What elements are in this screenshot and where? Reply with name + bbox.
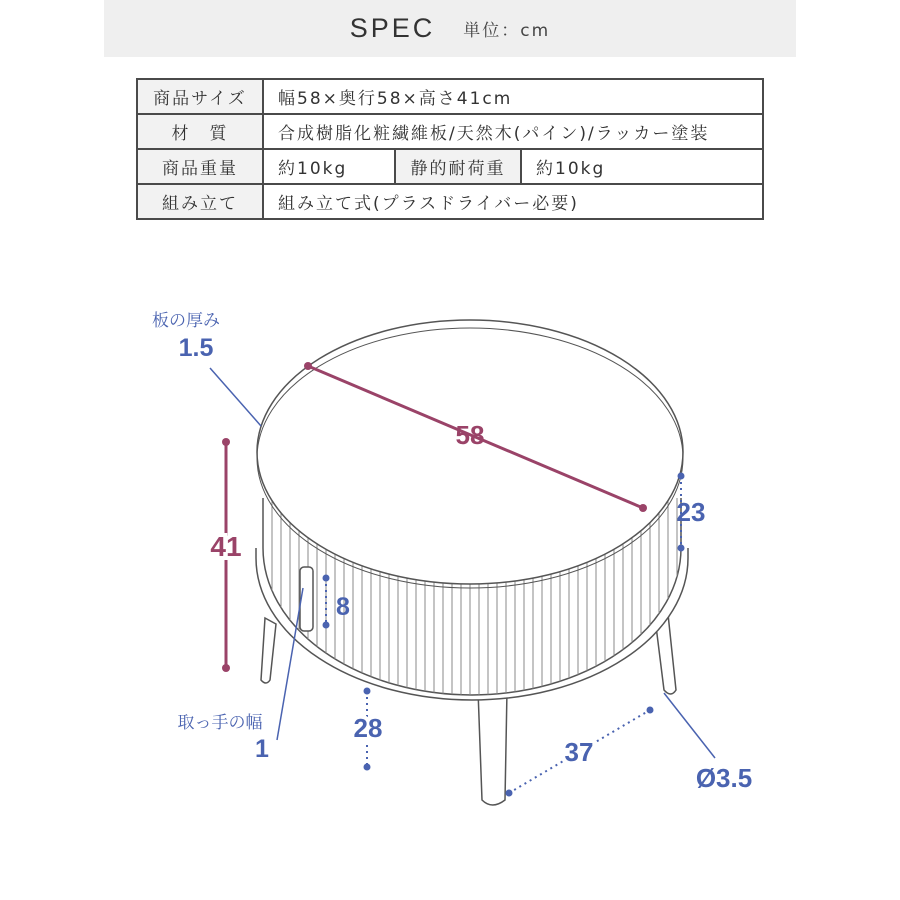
handle-width-value: 1: [255, 735, 269, 763]
height-value: 41: [210, 531, 242, 562]
row-label-weight: 商品重量: [137, 149, 263, 184]
row-value-weight: 約10kg: [263, 149, 395, 184]
leg-diameter-callout: [664, 693, 752, 793]
table-top: [257, 320, 683, 584]
board-thickness-callout: [152, 311, 261, 426]
row-value-material: 合成樹脂化粧繊維板/天然木(パイン)/ラッカー塗装: [263, 114, 763, 149]
row-value-load: 約10kg: [521, 149, 763, 184]
row-label-material: 材 質: [137, 114, 263, 149]
diameter-value: 58: [455, 420, 485, 450]
row-label-assembly: 組み立て: [137, 184, 263, 219]
leg-height-dimension: [354, 688, 383, 771]
leg-back-left: [261, 618, 276, 683]
height-dimension: [210, 438, 241, 672]
leg-front: [478, 690, 507, 805]
row-value-assembly: 組み立て式(プラスドライバー必要): [263, 184, 763, 219]
drawer-height-value: 23: [676, 497, 706, 527]
leg-diameter-value: Ø3.5: [695, 763, 753, 793]
leg-height-value: 28: [353, 713, 383, 743]
handle-length-value: 8: [336, 593, 350, 621]
board-thickness-value: 1.5: [178, 334, 214, 362]
leg-spacing-dimension: [506, 707, 654, 797]
row-label-load: 静的耐荷重: [395, 149, 521, 184]
spec-title: SPEC: [349, 13, 436, 43]
handle-width-label: 取っ手の幅: [177, 713, 263, 733]
handle: [300, 567, 313, 631]
board-thickness-label: 板の厚み: [152, 311, 220, 331]
row-label-size: 商品サイズ: [137, 79, 263, 114]
row-value-size: 幅58×奥行58×高さ41cm: [263, 79, 763, 114]
unit-label: 単位：cm: [463, 21, 551, 41]
leg-spacing-value: 37: [564, 737, 594, 767]
